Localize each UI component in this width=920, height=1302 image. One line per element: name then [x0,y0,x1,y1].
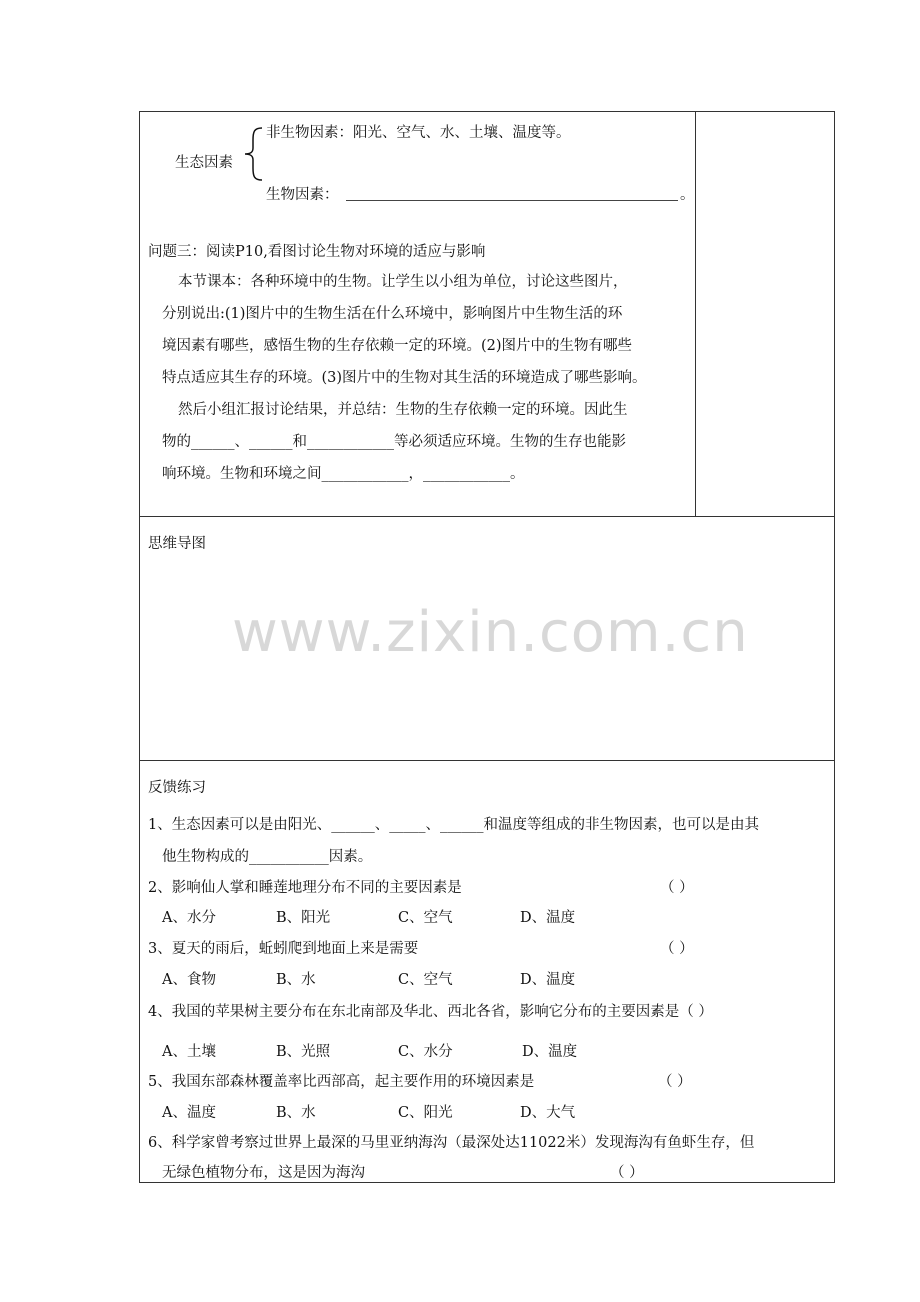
question-4-option-c: C、水分 [398,1044,453,1060]
paragraph-2-line-3: 响环境。生物和环境之间____________，____________。 [162,466,525,482]
question-4-option-d: D、温度 [522,1044,578,1060]
question-3-stem: 3、夏天的雨后，蚯蚓爬到地面上来是需要 [148,941,419,957]
watermark: www.zixin.com.cn [232,600,749,665]
table-bottom-border [139,1182,835,1183]
question-5-option-b: B、水 [276,1105,316,1121]
question-3-option-b: B、水 [276,972,316,988]
question-6-answer-paren: （ ） [610,1165,644,1181]
question-5-option-a: A、温度 [162,1105,216,1121]
question-2-option-b: B、阳光 [276,910,331,926]
table-left-border [139,111,140,1183]
paragraph-2-line-2: 物的______、______和____________等必须适应环境。生物的生存也能影 [162,434,626,450]
question-2-answer-paren: （ ） [660,880,694,896]
question-5-option-c: C、阳光 [398,1105,453,1121]
question-4-option-b: B、光照 [276,1044,331,1060]
question-1-line-1: 1、生态因素可以是由阳光、______、_____、______和温度等组成的非生物因素，也可以是由其 [148,817,759,833]
question-5-option-d: D、大气 [520,1105,576,1121]
question-4-stem: 4、我国的苹果树主要分布在东北南部及华北、西北各省，影响它分布的主要因素是（ ） [148,1004,713,1020]
question-2-option-a: A、水分 [162,910,216,926]
table-row-divider-2 [139,760,835,761]
ecological-factor-title: 生态因素 [175,155,233,171]
question-5-stem: 5、我国东部森林覆盖率比西部高，起主要作用的环境因素是 [148,1074,535,1090]
table-inner-column-divider [695,111,696,517]
abiotic-factors-text: 非生物因素：阳光、空气、水、土壤、温度等。 [266,125,571,141]
paragraph-1-line-2: 分别说出:(1)图片中的生物生活在什么环境中，影响图片中生物生活的环 [162,306,623,322]
table-right-border [834,111,835,1183]
curly-brace-icon [242,126,264,182]
paragraph-2-line-1: 然后小组汇报讨论结果，并总结：生物的生存依赖一定的环境。因此生 [178,402,628,418]
question-6-line-1: 6、科学家曾考察过世界上最深的马里亚纳海沟（最深处达11022米）发现海沟有鱼虾生存，但 [148,1135,755,1151]
paragraph-1-line-1: 本节课本：各种环境中的生物。让学生以小组为单位，讨论这些图片， [178,274,628,290]
question-6-line-2: 无绿色植物分布，这是因为海沟 [162,1165,365,1181]
biotic-factors-label: 生物因素： [266,187,339,203]
question-5-answer-paren: （ ） [658,1074,692,1090]
paragraph-1-line-3: 境因素有哪些，感悟生物的生存依赖一定的环境。(2)图片中的生物有哪些 [162,338,633,354]
question-2-option-d: D、温度 [520,910,576,926]
biotic-factors-blank [346,200,678,201]
question-3-option-d: D、温度 [520,972,576,988]
table-top-border [139,111,835,112]
paragraph-1-line-4: 特点适应其生存的环境。(3)图片中的生物对其生活的环境造成了哪些影响。 [162,370,647,386]
mind-map-title: 思维导图 [148,536,206,552]
question-3-option-a: A、食物 [162,972,216,988]
question-3-answer-paren: （ ） [660,941,694,957]
question-three-title: 问题三：阅读P10,看图讨论生物对环境的适应与影响 [148,244,486,260]
question-2-stem: 2、影响仙人掌和睡莲地理分布不同的主要因素是 [148,880,462,896]
question-3-option-c: C、空气 [398,972,453,988]
question-4-option-a: A、土壤 [162,1044,216,1060]
table-row-divider-1 [139,516,835,517]
feedback-practice-title: 反馈练习 [148,780,206,796]
question-2-option-c: C、空气 [398,910,453,926]
biotic-factors-end: 。 [680,187,695,203]
question-1-line-2: 他生物构成的___________因素。 [162,849,373,865]
